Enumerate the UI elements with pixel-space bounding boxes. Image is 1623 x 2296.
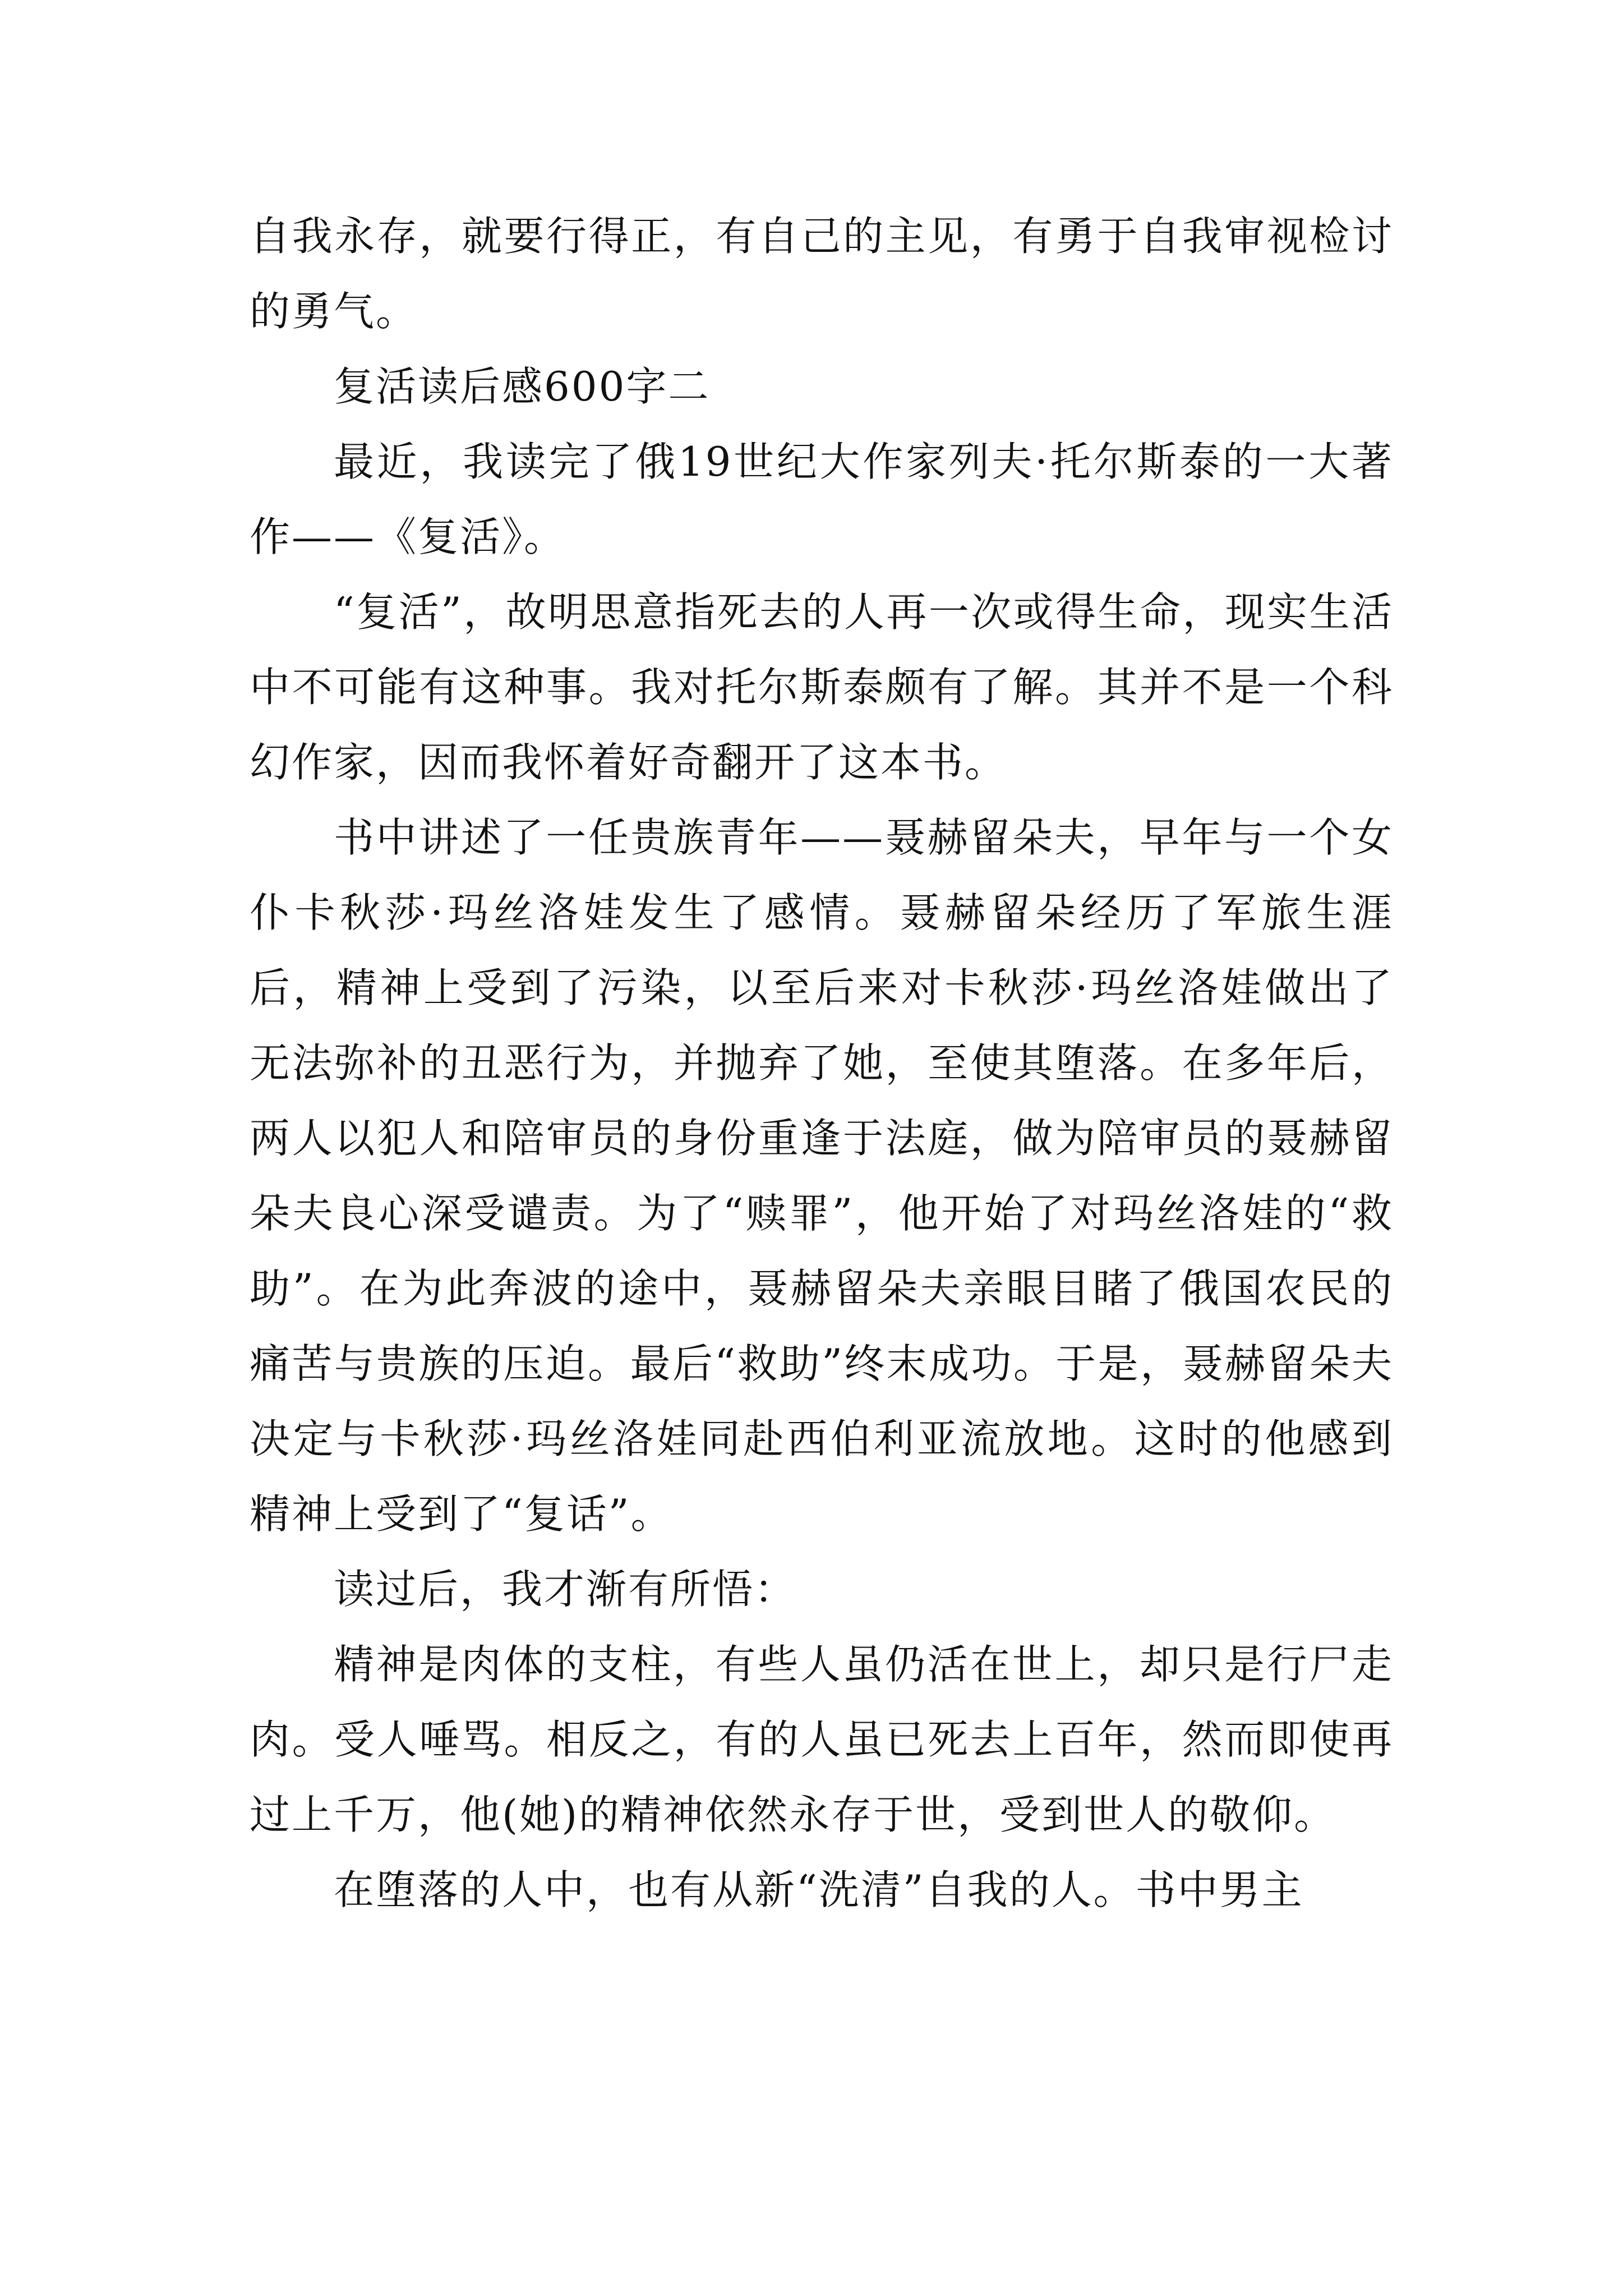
paragraph: 在堕落的人中，也有从新“洗清”自我的人。书中男主 (334, 1866, 1304, 1913)
body-text (250, 199, 1394, 1927)
paragraph: 书中讲述了一任贵族青年——聂赫留朵夫，早年与一个女仆卡秋莎·玛丝洛娃发生了感情。聂赫留朵经历了军旅生涯后，精神上受到了污染，以至后来对卡秋莎·玛丝洛娃做出了无法弥补的丑恶行为，并抛弃了她，至使其堕落。在多年后，两人以犯人和陪审员的身份重逢于法庭，做为陪审员的聂赫留朵夫良心深受谴责。为了“赎罪”，他开始了对玛丝洛娃的“救助”。在为此奔波的途中，聂赫留朵夫亲眼目睹了俄国农民的痛苦与贵族的压迫。最后“救助”终末成功。于是，聂赫留朵夫决定与卡秋莎·玛丝洛娃同赴西伯利亚流放地。这时的他感到精神上受到了“复话”。 (250, 814, 1394, 1538)
section-heading: 复活读后感600字二 (334, 363, 711, 410)
paragraph: 读过后，我才渐有所悟： (334, 1566, 797, 1613)
paragraph: “复活”，故明思意指死去的人再一次或得生命，现实生活中不可能有这种事。我对托尔斯泰颇有了解。其并不是一个科幻作家，因而我怀着好奇翻开了这本书。 (250, 588, 1394, 786)
paragraph-continuation: 自我永存，就要行得正，有自己的主见，有勇于自我审视检讨的勇气。 (250, 213, 1394, 335)
paragraph: 最近，我读完了俄19世纪大作家列夫·托尔斯泰的一大著作——《复活》。 (250, 438, 1394, 560)
paragraph: 精神是肉体的支柱，有些人虽仍活在世上，却只是行尸走肉。受人唾骂。相反之，有的人虽已死去上百年，然而即使再过上千万，他(她)的精神依然永存于世，受到世人的敬仰。 (250, 1641, 1394, 1838)
